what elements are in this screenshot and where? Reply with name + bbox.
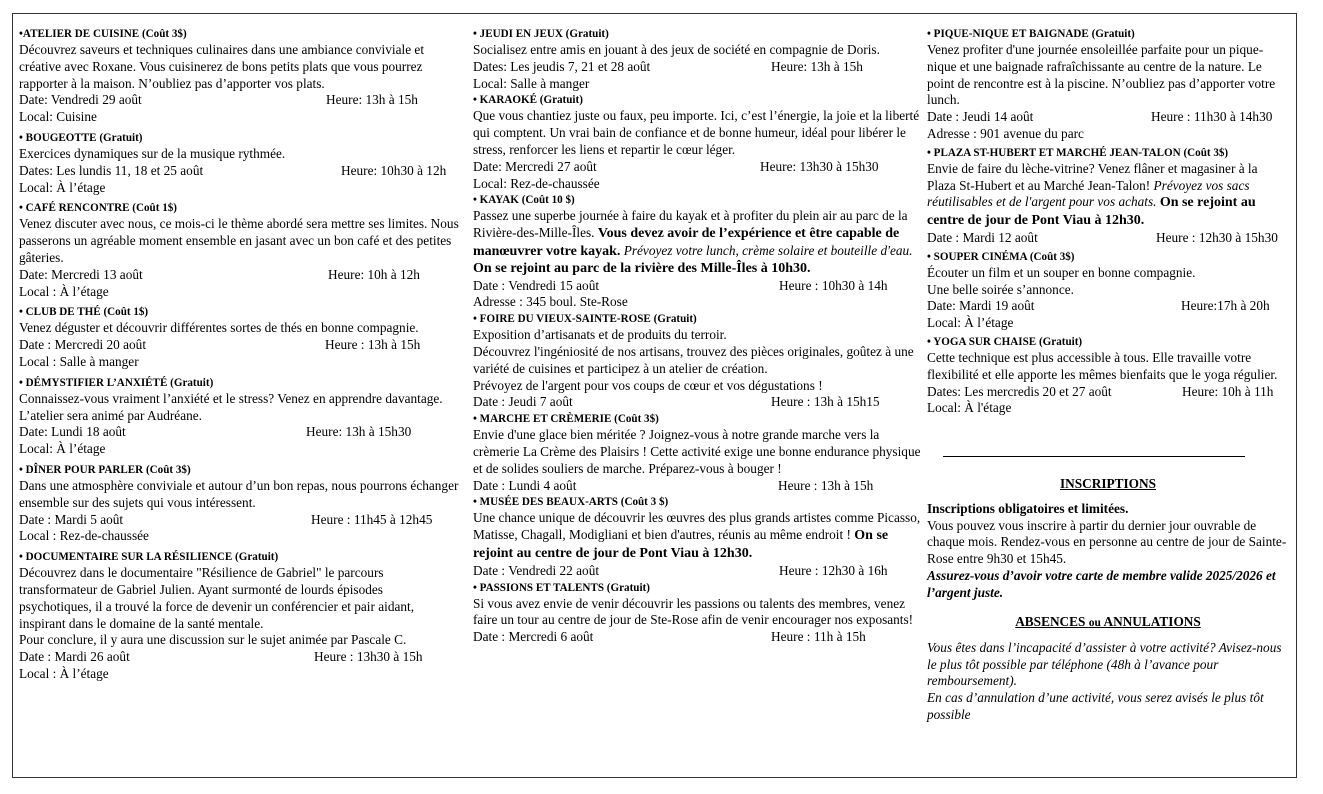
activity-hour: Heure : 13h à 15h15: [771, 394, 880, 410]
activity-title: • PIQUE-NIQUE ET BAIGNADE (Gratuit): [927, 28, 1135, 40]
activity-description: Écouter un film et un souper en bonne compagnie.: [927, 264, 1196, 280]
activity-title: • JEUDI EN JEUX (Gratuit): [473, 28, 609, 40]
activity-description: Exercices dynamiques sur de la musique rythmée.: [19, 145, 286, 161]
activity-yoga-sur-chaise: [927, 335, 1289, 417]
activity-location: Local: Cuisine: [19, 109, 97, 125]
activity-schedule: [927, 230, 1289, 247]
activity-kayak: [473, 193, 921, 311]
activity-title: •ATELIER DE CUISINE (Coût 3$): [19, 28, 187, 40]
activity-location: Local : Salle à manger: [19, 353, 139, 369]
column-1: [19, 27, 459, 688]
activity-meeting-point: On se rejoint au centre de jour de Pont Viau à 12h30.: [473, 528, 889, 561]
activity-meeting-point: On se rejoint au centre de jour de Pont Viau à 12h30.: [927, 195, 1256, 229]
activity-karaoke: [473, 93, 921, 192]
activity-date: Date: Mercredi 27 août: [473, 158, 597, 174]
inscriptions-section: [927, 476, 1289, 602]
absences-header: ABSENCES ou ANNULATIONS: [1015, 614, 1201, 629]
activity-description-extra: Une belle soirée s’annonce.: [927, 281, 1074, 297]
activity-title: • PASSIONS ET TALENTS (Gratuit): [473, 581, 650, 594]
activity-date: Date : Lundi 4 août: [473, 477, 577, 493]
activity-schedule: [473, 478, 921, 495]
activity-foire-vieux-sainte-rose: [473, 312, 921, 411]
activity-date: Date : Mercredi 20 août: [19, 337, 147, 353]
activity-hour: Heure : 13h30 à 15h: [314, 649, 423, 665]
cancellation-text: En cas d’annulation d’une activité, vous serez avisés le plus tôt possible: [927, 690, 1264, 722]
activity-title: • FOIRE DU VIEUX-SAINTE-ROSE (Gratuit): [473, 313, 697, 326]
activity-description: Envie de faire du lèche-vitrine? Venez flâner et magasiner à la Plaza St-Hubert et au Marché Jean-Talon! Prévoyez vos sacs réutilisables et de l'argent pour vos achats. On se rejoint au centre de jour de Pont Viau à 12h30.: [927, 160, 1258, 229]
activity-description: Que vous chantiez juste ou faux, peu importe. Ici, c’est l’énergie, la joie et la liberté qui comptent. Un vrai bain de confiance et de bonne humeur, idéal pour libérer le stress, renforcer les liens et repartir le cœur léger.: [473, 108, 920, 157]
activity-address: Adresse : 901 avenue du parc: [927, 125, 1084, 141]
activity-date: Date : Jeudi 14 août: [927, 109, 1034, 125]
activity-date: Date : Mardi 12 août: [927, 229, 1038, 245]
activity-description: Découvrez dans le documentaire "Résilience de Gabriel" le parcours transformateur de Gabriel Julien. Ayant surmonté de lourds épisodes psychotiques, il a trouvé la force de devenir un conférencier et pair aidant, inspirant dans le domaine de la santé mentale.: [19, 565, 415, 631]
activity-address: Adresse : 345 boul. Ste-Rose: [473, 294, 628, 310]
absences-text: Vous êtes dans l’incapacité d’assister à votre activité? Avisez-nous le plus tôt possible par téléphone (48h à l’avance pour remboursement).: [927, 639, 1282, 689]
column-3: [927, 27, 1289, 422]
activity-souper-cinema: [927, 250, 1289, 332]
activity-musee-beaux-arts: [473, 495, 921, 579]
activity-title: • PLAZA ST-HUBERT ET MARCHÉ JEAN-TALON (Coût 3$): [927, 146, 1229, 159]
section-divider: [943, 456, 1245, 457]
activity-schedule: [19, 649, 459, 666]
activity-description: Une chance unique de découvrir les œuvres des plus grands artistes comme Picasso, Matisse, Chagall, Modigliani et bien d'autres, réunis au même endroit ! On se rejoint au centre de jour de Pont Viau à 12h30.: [473, 510, 921, 561]
activity-hour: Heure : 10h30 à 14h: [779, 277, 888, 293]
activity-description: Découvrez saveurs et techniques culinaires dans une ambiance conviviale et créative avec Roxane. Vous cuisinerez de bons petits plats que vous pourrez rapporter à la maison. N’oubliez pas d’apporter vos plats.: [19, 42, 425, 91]
activity-schedule: [927, 384, 1289, 401]
activity-schedule: [927, 109, 1289, 126]
activity-date: Date : Vendredi 15 août: [473, 277, 600, 293]
activity-schedule: [473, 278, 921, 295]
inscriptions-notice: Inscriptions obligatoires et limitées.: [927, 500, 1129, 516]
activity-plaza-st-hubert: [927, 146, 1289, 247]
activity-hour: Heure: 13h à 15h30: [306, 424, 412, 440]
activity-bougeotte: [19, 131, 459, 196]
activity-schedule: [19, 92, 459, 109]
activity-location: Local: Rez-de-chaussée: [473, 175, 600, 191]
activity-club-the: [19, 305, 459, 370]
activity-diner-pour-parler: [19, 463, 459, 545]
inscriptions-reminder: Assurez-vous d’avoir votre carte de membre valide 2025/2026 et l’argent juste.: [927, 567, 1276, 600]
activity-location: Local: À l'étage: [927, 400, 1012, 416]
activity-description-extra: Découvrez l'ingéniosité de nos artisans, trouvez des pièces originales, goûtez à une variété de cuisines et participez à un atelier de création.: [473, 343, 914, 376]
activity-description: Envie d'une glace bien méritée ? Joignez-vous à notre grande marche vers la crèmerie La Crème des Plaisirs ! Cette activité exige une bonne endurance physique et de solides souliers de marche. Préparez-vous à bouger !: [473, 427, 921, 476]
activity-pique-nique: [927, 27, 1289, 143]
activity-hour: Heure: 13h à 15h: [771, 58, 863, 74]
activity-location: Local: Salle à manger: [473, 75, 590, 91]
activity-schedule: [473, 159, 921, 176]
activity-cafe-rencontre: [19, 201, 459, 300]
activity-passions-talents: [473, 581, 921, 646]
activity-location: Local: À l’étage: [19, 441, 106, 457]
activity-description: Si vous avez envie de venir découvrir les passions ou talents des membres, venez faire un tour au centre de jour de Ste-Rose afin de venir encourager nos exposants!: [473, 595, 914, 628]
activity-title: • YOGA SUR CHAISE (Gratuit): [927, 335, 1083, 348]
activity-date: Date: Vendredi 29 août: [19, 92, 142, 108]
inscriptions-text: Vous pouvez vous inscrire à partir du dernier jour ouvrable de chaque mois. Rendez-vous en personne au centre de jour de Sainte-Rose entre 9h30 et 15h45.: [927, 517, 1287, 567]
activity-hour: Heure: 10h à 12h: [328, 266, 420, 282]
activity-description: Socialisez entre amis en jouant à des jeux de société en compagnie de Doris.: [473, 42, 880, 57]
activity-title: • DÉMYSTIFIER L’ANXIÉTÉ (Gratuit): [19, 376, 214, 389]
activity-description: Venez profiter d'une journée ensoleillée parfaite pour un pique-nique et une baignade rafraîchissante au centre de la nature. Le point de rencontre est à la piscine. N’oubliez pas d’apporter votre lunch.: [927, 42, 1276, 108]
activity-schedule: [473, 59, 921, 76]
activity-demystifier-anxiete: [19, 376, 459, 458]
activity-jeudi-en-jeux: [473, 27, 921, 92]
activity-title: • KAYAK (Coût 10 $): [473, 194, 575, 207]
column-2: [473, 27, 921, 651]
activity-schedule: [19, 163, 459, 180]
activity-schedule: [19, 512, 459, 529]
activity-marche-cremerie: [473, 412, 921, 494]
activity-description: Venez discuter avec nous, ce mois-ci le thème abordé sera mettre ses limites. Nous passerons un agréable moment ensemble en jasant avec un bon café et des petites gâteries.: [19, 216, 459, 265]
activity-title: • KARAOKÉ (Gratuit): [473, 94, 583, 107]
activity-meeting-point: On se rejoint au parc de la rivière des Mille-Îles à 10h30.: [473, 260, 811, 276]
activity-schedule: [473, 563, 921, 580]
activity-hour: Heure : 11h à 15h: [771, 629, 866, 645]
activity-date: Date: Mercredi 13 août: [19, 266, 143, 282]
activity-location: Local : À l’étage: [19, 283, 109, 299]
activity-requirement: Vous devez avoir de l’expérience et être capable de manœuvrer votre kayak.: [473, 226, 900, 259]
activity-note: Prévoyez vos sacs réutilisables et de l'argent pour vos achats.: [927, 177, 1250, 210]
activity-title: • MARCHE ET CRÈMERIE (Coût 3$): [473, 413, 659, 426]
activity-documentaire: [19, 550, 459, 683]
activity-title: • CLUB DE THÉ (Coût 1$): [19, 306, 149, 319]
activity-date: Dates: Les mercredis 20 et 27 août: [927, 383, 1112, 399]
activity-description: Dans une atmosphère conviviale et autour d’un bon repas, nous pourrons échanger ensemble sur des sujets qui vous intéressent.: [19, 477, 459, 510]
activity-hour: Heure: 10h30 à 12h: [341, 162, 447, 178]
activity-date: Date: Lundi 18 août: [19, 424, 126, 440]
activity-location: Local : Rez-de-chaussée: [19, 528, 149, 544]
activity-description-extra: Pour conclure, il y aura une discussion sur le sujet animée par Pascale C.: [19, 632, 407, 648]
activity-title: • SOUPER CINÉMA (Coût 3$): [927, 250, 1075, 263]
activity-date: Date : Vendredi 22 août: [473, 562, 600, 578]
activity-description: Cette technique est plus accessible à tous. Elle travaille votre flexibilité et elle apporte les mêmes bienfaits que le yoga régulier.: [927, 349, 1278, 382]
activity-title: • MUSÉE DES BEAUX-ARTS (Coût 3 $): [473, 496, 669, 509]
activity-location: Local : À l’étage: [19, 665, 109, 681]
activity-hour: Heure : 13h à 15h: [778, 477, 874, 493]
activity-schedule: [19, 424, 459, 441]
activity-date: Date : Mardi 5 août: [19, 511, 124, 527]
activity-schedule: [19, 267, 459, 284]
activity-hour: Heure:17h à 20h: [1181, 298, 1270, 314]
activity-date: Date : Mardi 26 août: [19, 649, 130, 665]
activity-date: Dates: Les lundis 11, 18 et 25 août: [19, 162, 204, 178]
activity-hour: Heure : 13h à 15h: [325, 337, 421, 353]
activity-description: Passez une superbe journée à faire du kayak et à profiter du plein air au parc de la Rivière-des-Mille-Îles. Vous devez avoir de l’expérience et être capable de manœuvrer votre kayak. Prévoyez votre lunch, crème solaire et bouteille d'eau.: [473, 208, 913, 259]
activity-title: • DÎNER POUR PARLER (Coût 3$): [19, 463, 191, 476]
absences-section: [927, 614, 1289, 724]
activity-date: Dates: Les jeudis 7, 21 et 28 août: [473, 58, 651, 74]
activity-description: Venez déguster et découvrir différentes sortes de thés en bonne compagnie.: [19, 320, 419, 336]
activity-description: Exposition d’artisanats et de produits du terroir.: [473, 327, 727, 343]
activity-schedule: [19, 337, 459, 354]
inscriptions-header: INSCRIPTIONS: [1059, 476, 1157, 491]
activity-date: Date : Mercredi 6 août: [473, 629, 594, 645]
activity-title: • DOCUMENTAIRE SUR LA RÉSILIENCE (Gratuit): [19, 551, 279, 564]
activity-hour: Heure : 12h30 à 15h30: [1156, 229, 1278, 245]
activity-title: • BOUGEOTTE (Gratuit): [19, 131, 143, 144]
activity-date: Date: Mardi 19 août: [927, 298, 1035, 314]
activity-note: Prévoyez de l'argent pour vos coups de cœur et vos dégustations !: [473, 377, 823, 393]
activity-hour: Heure: 10h à 11h: [1182, 383, 1274, 399]
activity-hour: Heure: 13h à 15h: [326, 92, 418, 108]
activity-schedule: [473, 394, 921, 411]
activity-note: Prévoyez votre lunch, crème solaire et bouteille d'eau.: [623, 242, 913, 258]
activity-date: Date : Jeudi 7 août: [473, 394, 573, 410]
activity-description: Connaissez-vous vraiment l’anxiété et le stress? Venez en apprendre davantage. L’atelier sera animé par Audréane.: [19, 390, 443, 423]
activity-title: • CAFÉ RENCONTRE (Coût 1$): [19, 202, 177, 215]
activity-schedule: [927, 298, 1289, 315]
activity-hour: Heure : 11h45 à 12h45: [311, 511, 433, 527]
activity-location: Local: À l’étage: [927, 315, 1014, 331]
activity-hour: Heure : 12h30 à 16h: [779, 562, 888, 578]
activity-atelier-cuisine: [19, 27, 459, 126]
activity-schedule: [473, 629, 921, 646]
activity-hour: Heure: 13h30 à 15h30: [760, 158, 879, 174]
activity-location: Local: À l’étage: [19, 179, 106, 195]
activity-hour: Heure : 11h30 à 14h30: [1151, 109, 1273, 125]
